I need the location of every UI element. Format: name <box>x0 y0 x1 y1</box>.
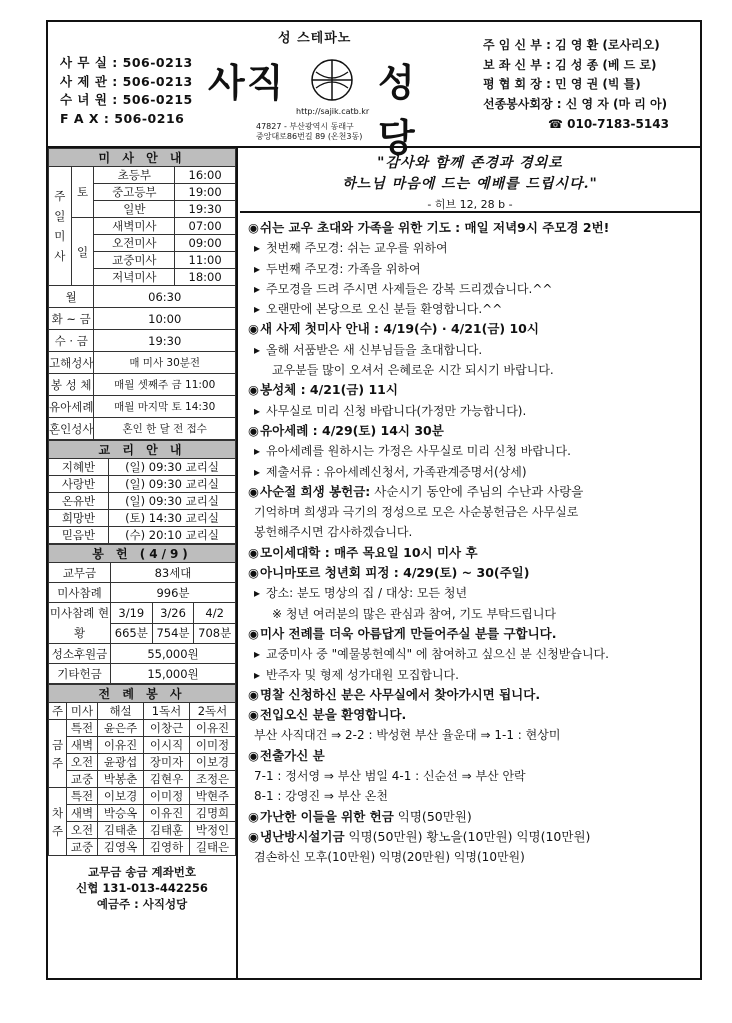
service-cell: 새벽 <box>67 737 98 754</box>
trend-value: 708분 <box>194 623 236 644</box>
notice-item <box>248 340 700 360</box>
other-offering-label: 기타헌금 <box>49 664 111 684</box>
catechism-section-title: 교 리 안 내 <box>49 441 236 459</box>
left-sidebar <box>48 148 238 978</box>
contact-fax: F A X : 506-0216 <box>60 110 185 126</box>
notice-paragraph: 겸손하신 모후(10만원) 익명(20만원) 익명(10만원) <box>254 850 525 865</box>
notice-heading <box>248 543 700 563</box>
weekday-time: 10:00 <box>94 308 236 330</box>
service-cell: 김영하 <box>144 839 190 856</box>
staff-list <box>483 36 667 114</box>
target-bullet-icon: ◉ <box>248 321 259 337</box>
trend-value: 665분 <box>111 623 153 644</box>
class-name: 희망반 <box>49 510 109 527</box>
scripture-verse <box>240 148 700 213</box>
notice-item-text: 두번째 주모경: 가족을 위하여 <box>266 261 421 276</box>
target-bullet-icon: ◉ <box>248 565 259 581</box>
bank-account: 신협 131-013-442256 <box>76 881 208 895</box>
notice-heading-text: 익명(50만원) <box>393 808 472 824</box>
offering-section-title: 봉 헌 (4/9) <box>49 545 236 563</box>
notice-paragraph: 7-1 : 정서영 ⇒ 부산 범일 4-1 : 신순선 ⇒ 부산 안락 <box>254 769 526 784</box>
arrow-bullet-icon: ▸ <box>254 342 261 357</box>
staff-council-president: 평 협 회 장 : 민 영 권 (빅 틀) <box>483 77 641 91</box>
notice-heading-text: 전출가신 분 <box>260 747 325 763</box>
notice-paragraph: 부산 사직대건 ⇒ 2-2 : 박성현 부산 율운대 ⇒ 1-1 : 현상미 <box>254 728 561 743</box>
mass-name: 저녁미사 <box>94 269 175 286</box>
offering-table <box>48 544 236 684</box>
notice-continuation: ※ 청년 여러분의 많은 관심과 참여, 기도 부탁드립니다 <box>272 606 557 621</box>
weekday-day: 월 <box>49 286 94 308</box>
church-name-part2: 성당 <box>378 61 417 160</box>
verse-reference: - 히브 12, 28 b - <box>427 198 513 211</box>
notice-item <box>248 644 700 664</box>
liturgy-service-table <box>48 684 236 856</box>
service-cell: 박승옥 <box>98 805 144 822</box>
notice-heading-text: 모이세대학 : 매주 목요일 10시 미사 후 <box>260 544 478 560</box>
notice-heading-text: 전입오신 분을 환영합니다. <box>260 707 407 723</box>
service-cell: 길태은 <box>190 839 236 856</box>
notice-heading-text: 명찰 신청하신 분은 사무실에서 찾아가시면 됩니다. <box>260 686 541 702</box>
class-info: (일) 09:30 교리실 <box>109 459 236 476</box>
class-name: 믿음반 <box>49 527 109 544</box>
service-cell: 김현우 <box>144 771 190 788</box>
sacrament-name: 혼인성사 <box>49 418 94 440</box>
target-bullet-icon: ◉ <box>248 686 259 702</box>
notice-item-text: 제출서류 : 유아세례신청서, 가족관계증명서(상세) <box>266 464 527 479</box>
this-week-label: 금주 <box>49 720 67 788</box>
class-name: 지혜반 <box>49 459 109 476</box>
notice-heading <box>248 563 700 583</box>
contact-numbers <box>60 54 193 128</box>
notice-item <box>248 259 700 279</box>
other-offering-value: 15,000원 <box>111 664 236 684</box>
mass-name: 초등부 <box>94 167 175 184</box>
mass-name: 교중미사 <box>94 252 175 269</box>
weekday-day: 수 · 금 <box>49 330 94 352</box>
notice-item-text: 올해 서품받은 새 신부님들을 초대합니다. <box>266 342 483 357</box>
church-name-part1: 사직 <box>208 61 286 105</box>
mass-schedule-table <box>48 148 236 440</box>
notice-heading <box>248 218 700 238</box>
target-bullet-icon: ◉ <box>248 747 259 763</box>
staff-assistant: 보 좌 신 부 : 김 성 종 (베 드 로) <box>483 57 657 72</box>
notice-heading <box>248 319 700 339</box>
target-bullet-icon: ◉ <box>248 422 259 438</box>
trend-date: 3/26 <box>152 603 194 624</box>
mass-time: 19:30 <box>175 201 236 218</box>
target-bullet-icon: ◉ <box>248 382 259 398</box>
class-name: 사랑반 <box>49 476 109 493</box>
sacrament-name: 고해성사 <box>49 352 94 374</box>
service-cell: 이창근 <box>144 720 190 737</box>
sanctum-label: 성소후원금 <box>49 644 111 664</box>
notice-heading <box>248 746 700 766</box>
notice-heading-label: 가난한 이들을 위한 헌금 <box>260 808 394 824</box>
service-cell: 이보경 <box>190 754 236 771</box>
sacrament-name: 유아세례 <box>49 396 94 418</box>
target-bullet-icon: ◉ <box>248 625 259 641</box>
attendance-trend-label: 미사참례 현황 <box>49 603 111 644</box>
trend-date: 4/2 <box>194 603 236 624</box>
service-cell: 이유진 <box>144 805 190 822</box>
notice-item <box>248 238 700 258</box>
notice-item-text: 주모경을 드려 주시면 사제들은 강복 드리겠습니다.^^ <box>266 281 553 296</box>
notice-heading-label: 냉난방시설기금 <box>260 828 345 844</box>
service-header: 주 <box>49 703 67 720</box>
weekday-time: 06:30 <box>94 286 236 308</box>
service-cell: 조정은 <box>190 771 236 788</box>
notice-heading <box>248 380 700 400</box>
service-cell: 특전 <box>67 720 98 737</box>
church-logo-icon <box>310 58 354 102</box>
notice-heading-text: 쉬는 교우 초대와 가족을 위한 기도 : 매일 저녁9시 주모경 2번! <box>260 220 610 235</box>
notice-heading-label: 사순절 희생 봉헌금: <box>260 483 371 499</box>
service-cell: 이미정 <box>190 737 236 754</box>
service-header: 해설 <box>98 703 144 720</box>
households-value: 83세대 <box>111 563 236 583</box>
notice-continuation: 교우분들 많이 오셔서 은혜로운 시간 되시기 바랍니다. <box>272 363 554 378</box>
service-cell: 김영옥 <box>98 839 144 856</box>
notice-paragraph: 봉헌해주시면 감사하겠습니다. <box>254 525 413 540</box>
arrow-bullet-icon: ▸ <box>254 302 261 317</box>
bulletin-page <box>46 20 702 980</box>
website-url[interactable]: http://sajik.catb.kr <box>296 107 370 116</box>
patron-name: 성 스테파노 <box>278 31 352 46</box>
sacrament-info: 매 미사 30분전 <box>94 352 236 374</box>
mass-time: 16:00 <box>175 167 236 184</box>
notice-item-text: 사무실로 미리 신청 바랍니다(가정만 가능합니다). <box>266 403 527 418</box>
notice-item-text: 첫번째 주모경: 쉬는 교우를 위하여 <box>266 241 448 256</box>
sacrament-info: 혼인 한 달 전 접수 <box>94 418 236 440</box>
sacrament-name: 봉 성 체 <box>49 374 94 396</box>
service-cell: 김태춘 <box>98 822 144 839</box>
notice-item <box>248 279 700 299</box>
target-bullet-icon: ◉ <box>248 220 259 235</box>
notice-heading <box>248 705 700 725</box>
notice-item <box>248 665 700 685</box>
notice-heading <box>248 482 700 502</box>
notice-item-text: 교중미사 중 "예물봉헌예식" 에 참여하고 싶으신 분 신청받습니다. <box>266 647 609 662</box>
service-cell: 장미자 <box>144 754 190 771</box>
notice-heading-text: 유아세례 : 4/29(토) 14시 30분 <box>260 422 444 438</box>
next-week-label: 차주 <box>49 788 67 856</box>
class-info: (토) 14:30 교리실 <box>109 510 236 527</box>
notice-heading-text: 아니마또르 청년회 피정 : 4/29(토) ~ 30(주일) <box>260 565 530 581</box>
trend-value: 754분 <box>152 623 194 644</box>
target-bullet-icon: ◉ <box>248 828 259 844</box>
mass-time: 09:00 <box>175 235 236 252</box>
class-info: (일) 09:30 교리실 <box>109 493 236 510</box>
service-cell: 이유진 <box>98 737 144 754</box>
mass-time: 18:00 <box>175 269 236 286</box>
target-bullet-icon: ◉ <box>248 808 259 824</box>
class-info: (일) 09:30 교리실 <box>109 476 236 493</box>
catechism-table <box>48 440 236 544</box>
notice-item-text: 반주자 및 형제 성가대원 모집합니다. <box>266 667 459 682</box>
weekday-day: 화 ~ 금 <box>49 308 94 330</box>
notice-item <box>248 462 700 482</box>
notice-item <box>248 583 700 603</box>
notice-heading-text: 익명(50만원) 황노을(10만원) 익명(10만원) <box>344 828 591 844</box>
service-cell: 이미정 <box>144 788 190 805</box>
target-bullet-icon: ◉ <box>248 544 259 560</box>
service-cell: 새벽 <box>67 805 98 822</box>
notice-heading-text: 봉성체 : 4/21(금) 11시 <box>260 382 398 398</box>
arrow-bullet-icon: ▸ <box>254 464 261 479</box>
notice-item-text: 유아세례를 원하시는 가정은 사무실로 미리 신청 바랍니다. <box>266 444 571 459</box>
saturday-label: 토 <box>71 167 94 218</box>
service-cell: 이유진 <box>190 720 236 737</box>
notice-heading-text: 사순시기 동안에 주님의 수난과 사랑을 <box>370 483 584 499</box>
service-header: 미사 <box>67 703 98 720</box>
service-cell: 김태훈 <box>144 822 190 839</box>
sanctum-value: 55,000원 <box>111 644 236 664</box>
service-header: 2독서 <box>190 703 236 720</box>
notice-heading <box>248 685 700 705</box>
mass-time: 07:00 <box>175 218 236 235</box>
class-info: (수) 20:10 교리실 <box>109 527 236 544</box>
service-cell: 이시직 <box>144 737 190 754</box>
main-content <box>240 148 700 978</box>
service-cell: 특전 <box>67 788 98 805</box>
service-cell: 이보경 <box>98 788 144 805</box>
service-cell: 교중 <box>67 839 98 856</box>
arrow-bullet-icon: ▸ <box>254 403 261 418</box>
notice-item <box>248 299 700 319</box>
notice-heading <box>248 421 700 441</box>
contact-office: 사 무 실 : 506-0213 <box>60 55 193 70</box>
contact-rectory: 사 제 관 : 506-0213 <box>60 73 193 89</box>
arrow-bullet-icon: ▸ <box>254 586 261 601</box>
service-cell: 박정인 <box>190 822 236 839</box>
mass-section-title: 미 사 안 내 <box>49 149 236 167</box>
service-cell: 윤은주 <box>98 720 144 737</box>
arrow-bullet-icon: ▸ <box>254 647 261 662</box>
notice-item-text: 장소: 분도 명상의 집 / 대상: 모든 청년 <box>266 586 468 601</box>
service-header: 1독서 <box>144 703 190 720</box>
notice-item-text: 오랜만에 본당으로 오신 분들 환영합니다.^^ <box>266 302 503 317</box>
service-cell: 오전 <box>67 822 98 839</box>
arrow-bullet-icon: ▸ <box>254 667 261 682</box>
notice-heading <box>248 807 700 827</box>
arrow-bullet-icon: ▸ <box>254 261 261 276</box>
service-cell: 교중 <box>67 771 98 788</box>
service-cell: 박현주 <box>190 788 236 805</box>
arrow-bullet-icon: ▸ <box>254 444 261 459</box>
notice-heading-text: 미사 전례를 더욱 아름답게 만들어주실 분를 구합니다. <box>260 625 557 641</box>
weekday-time: 19:30 <box>94 330 236 352</box>
church-address: 47827 - 부산광역시 동래구 중앙대로86번길 89 (온천3동) <box>256 122 363 141</box>
phone-number: ☎ 010-7183-5143 <box>548 117 669 131</box>
mass-name: 새벽미사 <box>94 218 175 235</box>
service-cell: 김명희 <box>190 805 236 822</box>
mass-time: 19:00 <box>175 184 236 201</box>
service-cell: 윤광섭 <box>98 754 144 771</box>
service-cell: 박봉춘 <box>98 771 144 788</box>
staff-ministry-president: 선종봉사회장 : 신 영 자 (마 리 아) <box>483 96 668 111</box>
notice-item <box>248 401 700 421</box>
bank-account-info <box>48 856 236 912</box>
sacrament-info: 매월 마지막 토 14:30 <box>94 396 236 418</box>
target-bullet-icon: ◉ <box>248 707 259 723</box>
bank-title: 교무금 송금 계좌번호 <box>88 865 196 879</box>
mass-name: 오전미사 <box>94 235 175 252</box>
sunday-mass-label: 주 일 미 사 <box>49 167 72 286</box>
arrow-bullet-icon: ▸ <box>254 241 261 256</box>
attendance-value: 996분 <box>111 583 236 603</box>
target-bullet-icon: ◉ <box>248 483 259 499</box>
arrow-bullet-icon: ▸ <box>254 281 261 296</box>
notice-paragraph: 8-1 : 강영진 ⇒ 부산 온천 <box>254 789 388 804</box>
sacrament-info: 매월 셋째주 금 11:00 <box>94 374 236 396</box>
notice-heading <box>248 624 700 644</box>
service-cell: 오전 <box>67 754 98 771</box>
attendance-label: 미사참례 <box>49 583 111 603</box>
mass-name: 중고등부 <box>94 184 175 201</box>
notice-list <box>240 213 700 868</box>
bank-holder: 예금주 : 사직성당 <box>96 897 188 911</box>
contact-convent: 수 녀 원 : 506-0215 <box>60 92 193 107</box>
mass-name: 일반 <box>94 201 175 218</box>
class-name: 온유반 <box>49 493 109 510</box>
mass-time: 11:00 <box>175 252 236 269</box>
staff-pastor: 주 임 신 부 : 김 영 환 (로사리오) <box>483 38 660 52</box>
notice-heading-text: 새 사제 첫미사 안내 : 4/19(수) · 4/21(금) 10시 <box>260 321 539 337</box>
notice-item <box>248 441 700 461</box>
verse-line-2: 하느님 마음에 드는 예배를 드립시다." <box>342 176 598 192</box>
notice-paragraph: 기억하며 희생과 극기의 정성으로 모은 사순봉헌금은 사무실로 <box>254 505 579 520</box>
notice-heading <box>248 827 700 847</box>
verse-line-1: "감사와 함께 존경과 경외로 <box>377 155 563 171</box>
trend-date: 3/19 <box>111 603 153 624</box>
service-section-title: 전 례 봉 사 <box>49 685 236 703</box>
households-label: 교무금 <box>49 563 111 583</box>
sunday-label: 일 <box>71 218 94 286</box>
